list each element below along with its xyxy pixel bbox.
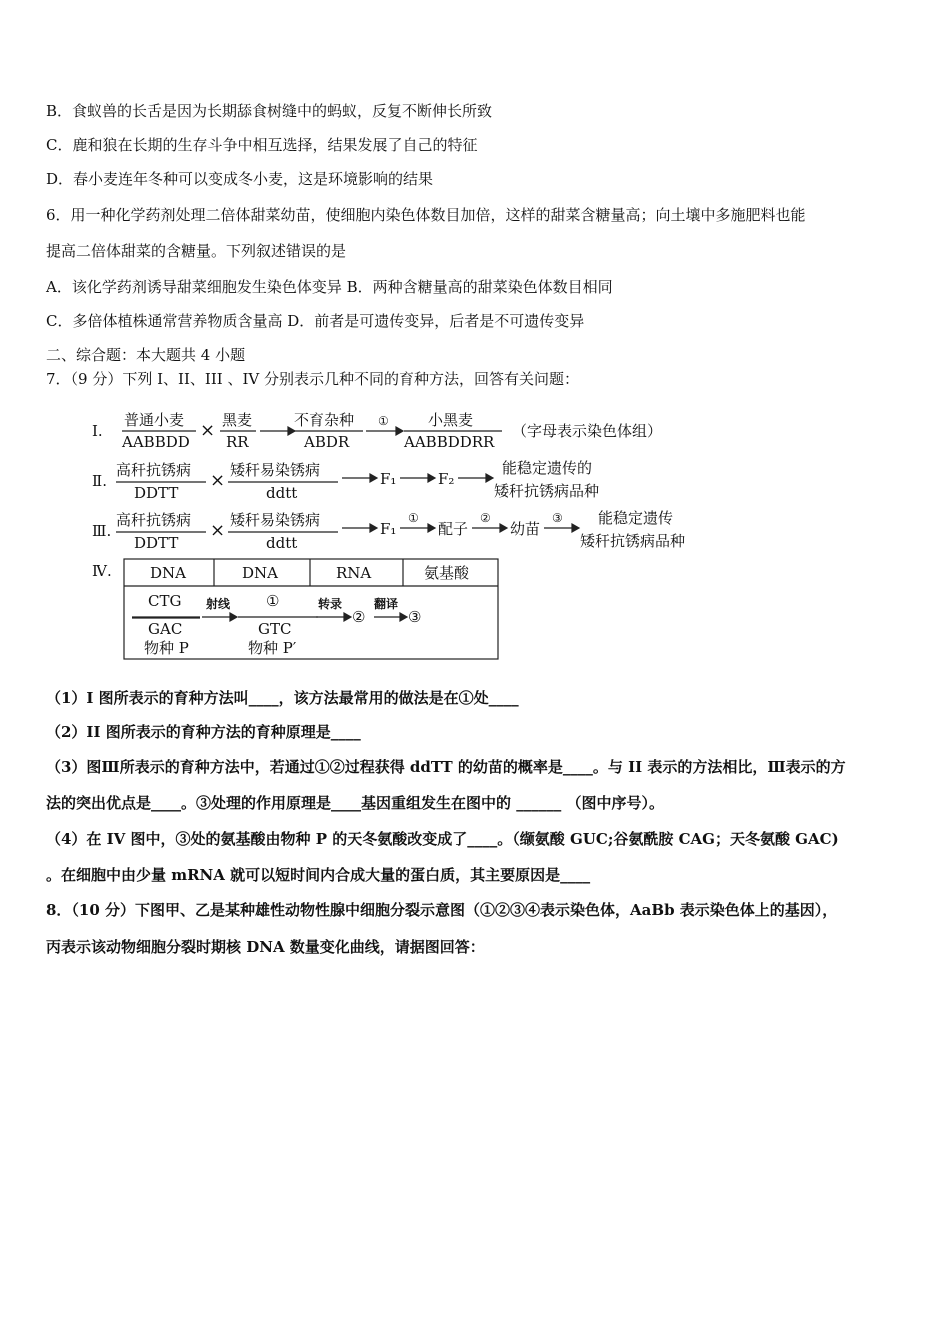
- row-3-f1: F₁: [380, 520, 397, 538]
- row-3-result-line-1: 能稳定遗传: [598, 509, 674, 527]
- question-7-part-4-line-2: 。在细胞中由少量 mRNA 就可以短时间内合成大量的蛋白质，其主要原因是____: [46, 866, 591, 884]
- row-1-cross: ×: [200, 420, 216, 441]
- row-4-circle-1: ①: [266, 592, 280, 610]
- row-2-f1: F₁: [380, 470, 397, 488]
- question-6-line-1: 6．用一种化学药剂处理二倍体甜菜幼苗，使细胞内染色体数目加倍，这样的甜菜含糖量高；向土壤中多施肥料也能: [46, 206, 806, 224]
- question-6-options-cd: C．多倍体植株通常营养物质含量高 D．前者是可遗传变异，后者是不可遗传变异: [46, 312, 585, 330]
- species-p-prime-name: 物种 P′: [248, 639, 297, 657]
- row-2-parent-b-genotype: ddtt: [266, 484, 298, 502]
- species-p-prime-strand: GTC: [258, 620, 292, 638]
- row-2-f2: F₂: [438, 470, 455, 488]
- row-1-note: （字母表示染色体组）: [512, 422, 663, 440]
- table-header-rna: RNA: [336, 564, 372, 582]
- row-1-product-name: 小黑麦: [428, 411, 474, 429]
- breeding-methods-figure: [88, 400, 728, 670]
- row-1-label: Ⅰ.: [92, 422, 103, 440]
- question-6-line-2: 提高二倍体甜菜的含糖量。下列叙述错误的是: [46, 242, 347, 260]
- row-3-parent-a-trait: 高秆抗锈病: [116, 511, 192, 529]
- question-7-part-2: （2）II 图所表示的育种方法的育种原理是____: [46, 723, 361, 741]
- option-c-q5: C．鹿和狼在长期的生存斗争中相互选择，结果发展了自己的特征: [46, 136, 478, 154]
- row-1-step-1: ①: [378, 414, 389, 428]
- row-3-step-2: ②: [480, 511, 491, 525]
- row-3-cross: ×: [210, 520, 226, 541]
- row-1-parent-a-genome: AABBDD: [122, 433, 190, 451]
- row-4-circle-2: ②: [352, 608, 366, 626]
- question-7-part-3-line-1: （3）图Ⅲ所表示的育种方法中，若通过①②过程获得 ddTT 的幼苗的概率是____。与 II 表示的方法相比，Ⅲ表示的方: [46, 758, 846, 776]
- translation-label: 翻译: [374, 597, 399, 611]
- table-header-dna-2: DNA: [242, 564, 278, 582]
- row-2-parent-a-genotype: DDTT: [134, 484, 179, 502]
- row-4-label: Ⅳ.: [92, 562, 112, 580]
- row-3-label: Ⅲ.: [92, 522, 112, 540]
- mutagen-ray-label: 射线: [206, 597, 231, 611]
- row-1-hybrid-name: 不育杂种: [294, 411, 355, 429]
- question-7-part-1: （1）I 图所表示的育种方法叫____，该方法最常用的做法是在①处____: [46, 689, 519, 707]
- row-3-result-line-2: 矮秆抗锈病品种: [580, 532, 686, 550]
- question-8-line-1: 8．（10 分）下图甲、乙是某种雄性动物性腺中细胞分裂示意图（①②③④表示染色体，AaBb 表示染色体上的基因），: [46, 901, 838, 919]
- question-8-line-2: 丙表示该动物细胞分裂时期核 DNA 数量变化曲线，请据图回答：: [46, 938, 485, 956]
- table-header-amino-acid: 氨基酸: [424, 564, 470, 582]
- question-7-part-4-line-1: （4）在 IV 图中，③处的氨基酸由物种 P 的天冬氨酸改变成了____。（缬氨酸 GUC;谷氨酰胺 CAG；天冬氨酸 GAC): [46, 830, 839, 848]
- option-d-q5: D．春小麦连年冬种可以变成冬小麦，这是环境影响的结果: [46, 170, 434, 188]
- species-p-template-strand: GAC: [148, 620, 183, 638]
- species-p-name: 物种 P: [144, 639, 189, 657]
- row-2-label: Ⅱ.: [92, 472, 107, 490]
- transcription-label: 转录: [318, 597, 343, 611]
- species-p-coding-strand: CTG: [148, 592, 182, 610]
- row-3-gametes: 配子: [438, 520, 469, 538]
- row-3-step-3: ③: [552, 511, 563, 525]
- row-2-result-line-2: 矮秆抗锈病品种: [494, 482, 600, 500]
- row-1-parent-b-name: 黑麦: [222, 411, 253, 429]
- row-3-seedlings: 幼苗: [510, 520, 541, 538]
- question-6-options-ab: A．该化学药剂诱导甜菜细胞发生染色体变异 B．两种含糖量高的甜菜染色体数目相同: [46, 278, 613, 296]
- row-4-circle-3: ③: [408, 608, 422, 626]
- question-7-part-3-line-2: 法的突出优点是____。③处理的作用原理是____基因重组发生在图中的 ______ （图中序号）。: [46, 794, 664, 812]
- row-1-parent-b-genome: RR: [226, 433, 249, 451]
- row-2-cross: ×: [210, 470, 226, 491]
- row-3-parent-a-genotype: DDTT: [134, 534, 179, 552]
- row-2-parent-b-trait: 矮秆易染锈病: [230, 461, 321, 479]
- row-2-result-line-1: 能稳定遗传的: [502, 459, 593, 477]
- row-2-parent-a-trait: 高秆抗锈病: [116, 461, 192, 479]
- row-3-parent-b-trait: 矮秆易染锈病: [230, 511, 321, 529]
- question-7-stem: 7．（9 分）下列 I、II、III 、IV 分别表示几种不同的育种方法，回答有关问题：: [46, 370, 579, 388]
- row-1-parent-a-name: 普通小麦: [124, 411, 185, 429]
- table-header-dna-1: DNA: [150, 564, 186, 582]
- row-3-parent-b-genotype: ddtt: [266, 534, 298, 552]
- section-2-heading: 二、综合题：本大题共 4 小题: [46, 346, 246, 364]
- row-3-step-1: ①: [408, 511, 419, 525]
- row-1-product-genome: AABBDDRR: [404, 433, 495, 451]
- row-1-hybrid-genome: ABDR: [304, 433, 350, 451]
- option-b-q5: B．食蚁兽的长舌是因为长期舔食树缝中的蚂蚁，反复不断伸长所致: [46, 102, 493, 120]
